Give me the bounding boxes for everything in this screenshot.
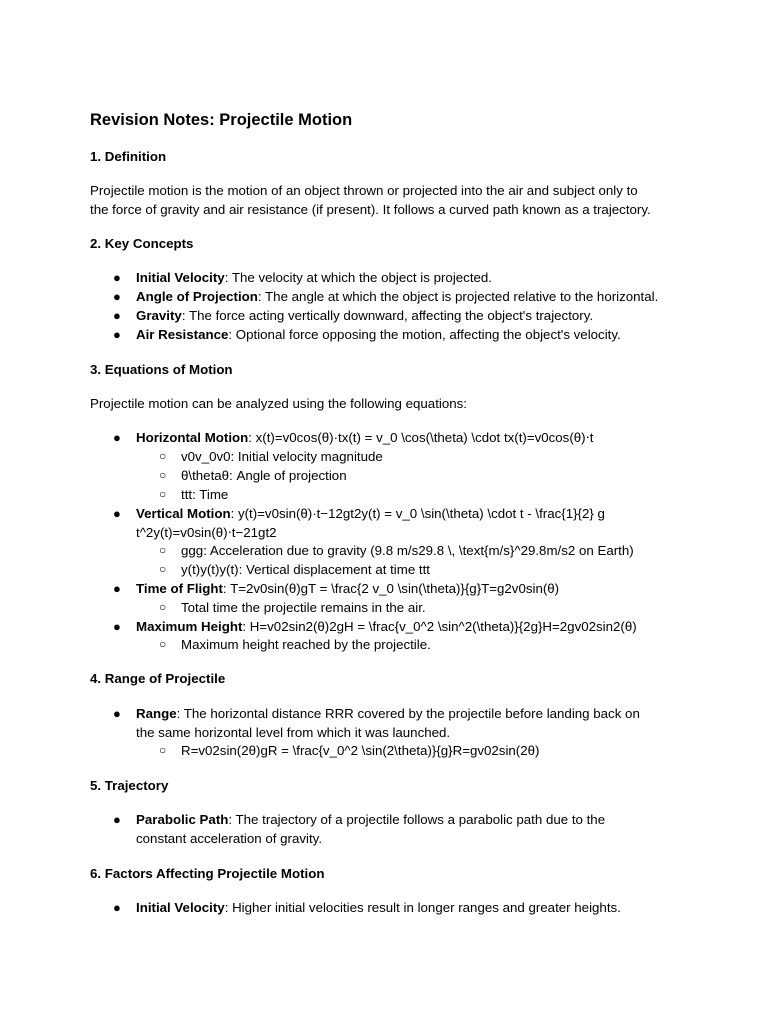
circle-bullet-icon: ○: [159, 468, 167, 482]
section-heading-equations: 3. Equations of Motion: [90, 362, 233, 377]
list-item-horizontal-motion: Horizontal Motion: x(t)=v0cos(θ)·tx(t) = v_0 \cos(\theta) \cdot tx(t)=v0cos(θ)⋅t: [136, 430, 594, 445]
list-item-time-of-flight: Time of Flight: T=2v0sin(θ)gT = \frac{2 v_0 \sin(\theta)}{g}T=g2v0sin(θ): [136, 581, 560, 596]
bullet-icon: ●: [113, 812, 121, 827]
list-item-initial-velocity: Initial Velocity: Higher initial velocities result in longer ranges and greater heights.: [136, 900, 621, 915]
list-item: Angle of Projection: The angle at which the object is projected relative to the horizontal.: [136, 289, 659, 304]
section-heading-key-concepts: 2. Key Concepts: [90, 236, 194, 251]
equations-intro: Projectile motion can be analyzed using the following equations:: [90, 396, 467, 411]
sub-list-item: ttt: Time: [181, 487, 229, 502]
bullet-icon: ●: [113, 308, 121, 323]
circle-bullet-icon: ○: [159, 600, 167, 614]
list-item-continuation: constant acceleration of gravity.: [136, 831, 323, 846]
circle-bullet-icon: ○: [159, 743, 167, 757]
definition-line-1: Projectile motion is the motion of an object thrown or projected into the air and subject only to: [90, 183, 638, 198]
circle-bullet-icon: ○: [159, 637, 167, 651]
bullet-icon: ●: [113, 270, 121, 285]
section-heading-factors: 6. Factors Affecting Projectile Motion: [90, 866, 325, 881]
page-title: Revision Notes: Projectile Motion: [90, 111, 353, 129]
list-item: Air Resistance: Optional force opposing the motion, affecting the object's velocity.: [136, 327, 621, 342]
sub-list-item: y(t)y(t)y(t): Vertical displacement at time ttt: [181, 562, 431, 577]
section-heading-trajectory: 5. Trajectory: [90, 778, 169, 793]
list-item: Initial Velocity: The velocity at which the object is projected.: [136, 270, 492, 285]
sub-list-item: ggg: Acceleration due to gravity (9.8 m/s29.8 \, \text{m/s}^29.8m/s2 on Earth): [181, 543, 634, 558]
list-item-continuation: the same horizontal level from which it was launched.: [136, 725, 451, 740]
sub-list-item: R=v02sin(2θ)gR = \frac{v_0^2 \sin(2\theta)}{g}R=gv02sin(2θ): [181, 743, 540, 758]
list-item-range: Range: The horizontal distance RRR covered by the projectile before landing back on: [136, 706, 640, 721]
list-item-parabolic-path: Parabolic Path: The trajectory of a projectile follows a parabolic path due to the: [136, 812, 606, 827]
bullet-icon: ●: [113, 619, 121, 634]
circle-bullet-icon: ○: [159, 543, 167, 557]
circle-bullet-icon: ○: [159, 487, 167, 501]
sub-list-item: Maximum height reached by the projectile.: [181, 637, 431, 652]
bullet-icon: ●: [113, 581, 121, 596]
list-item: Gravity: The force acting vertically downward, affecting the object's trajectory.: [136, 308, 594, 323]
sub-list-item: Total time the projectile remains in the air.: [181, 600, 426, 615]
bullet-icon: ●: [113, 289, 121, 304]
sub-list-item: θ\thetaθ: Angle of projection: [181, 468, 347, 483]
bullet-icon: ●: [113, 900, 121, 915]
sub-list-item: v0v_0v0: Initial velocity magnitude: [181, 449, 383, 464]
list-item-vertical-motion: Vertical Motion: y(t)=v0sin(θ)·t−12gt2y(t) = v_0 \sin(\theta) \cdot t - \frac{1}{2} g: [136, 506, 605, 521]
bullet-icon: ●: [113, 506, 121, 521]
section-heading-definition: 1. Definition: [90, 149, 167, 164]
circle-bullet-icon: ○: [159, 562, 167, 576]
section-heading-range: 4. Range of Projectile: [90, 671, 226, 686]
list-item-continuation: t^2y(t)=v0sin(θ)⋅t−21gt2: [136, 525, 277, 540]
bullet-icon: ●: [113, 706, 121, 721]
definition-line-2: the force of gravity and air resistance (if present). It follows a curved path known as a trajectory.: [90, 202, 651, 217]
bullet-icon: ●: [113, 430, 121, 445]
circle-bullet-icon: ○: [159, 449, 167, 463]
list-item-maximum-height: Maximum Height: H=v02sin2(θ)2gH = \frac{v_0^2 \sin^2(\theta)}{2g}H=2gv02sin2(θ): [136, 619, 637, 634]
bullet-icon: ●: [113, 327, 121, 342]
